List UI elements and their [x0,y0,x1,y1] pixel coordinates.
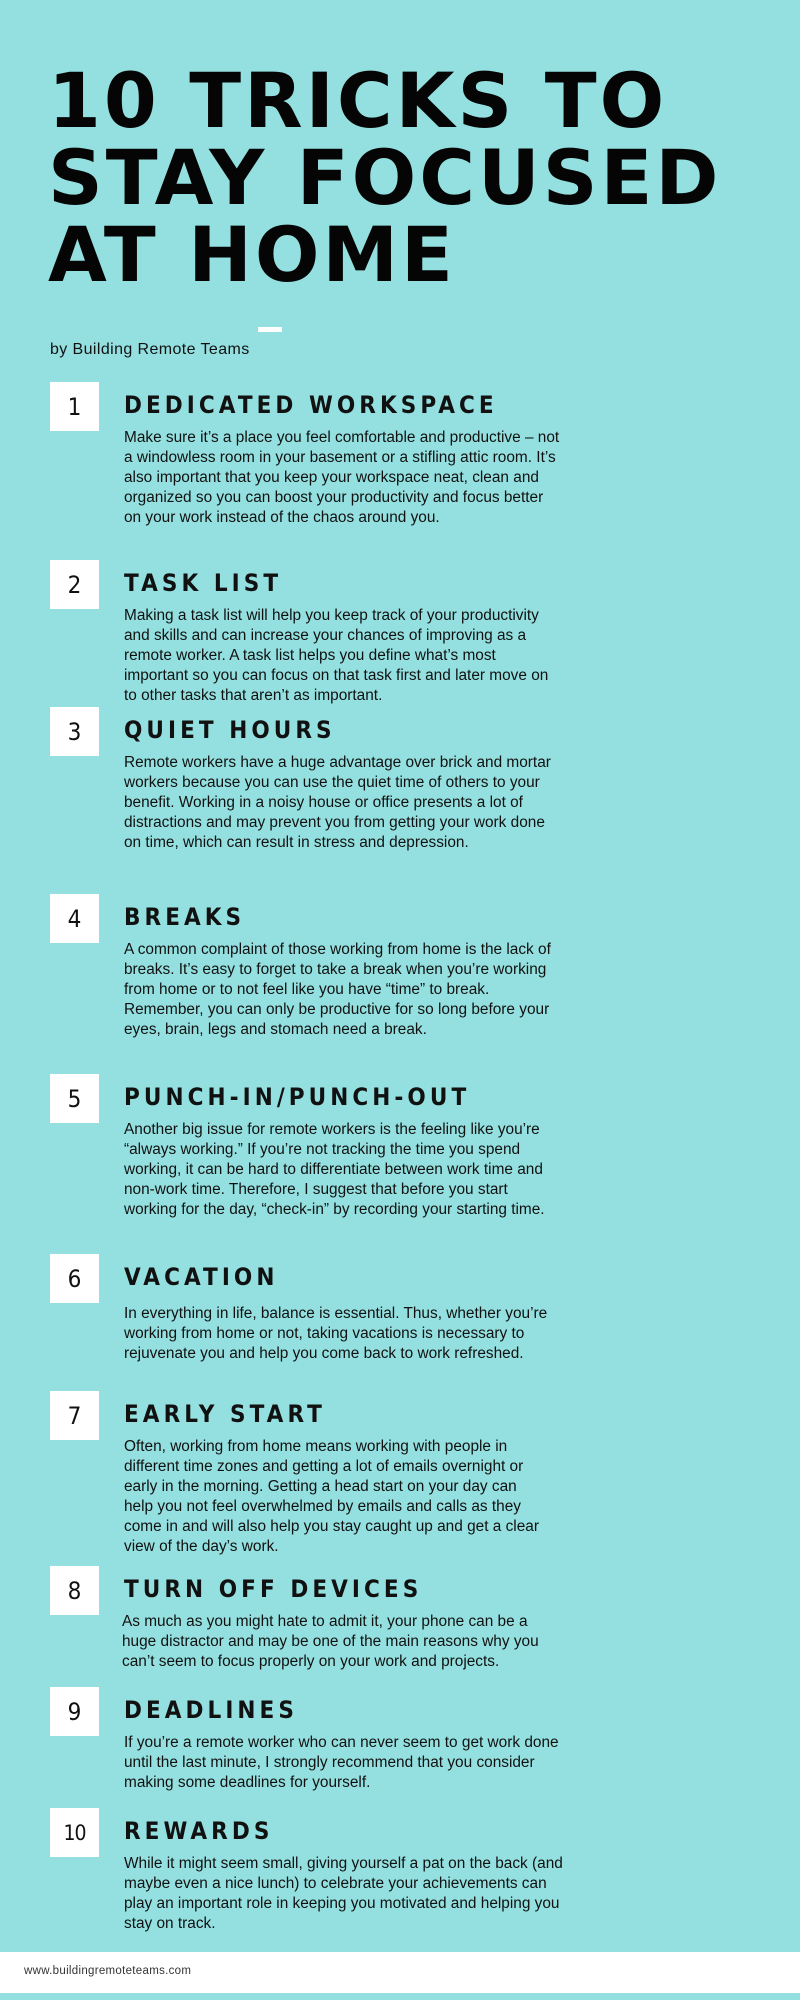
trick-description: Making a task list will help you keep track of your productivity and skills and can increase your chances of improving as a remote worker. A task list helps you define what’s most important so you can focus on that task first and later move on to other tasks that aren’t as important. [124,607,549,704]
trick-heading: DEDICATED WORKSPACE [124,391,498,419]
footer-bar [0,1952,800,1993]
trick-description: In everything in life, balance is essential. Thus, whether you’re working from home or not, taking vacations is necessary to rejuvenate you and help you come back to work refreshed. [124,1305,548,1362]
trick-number-badge: 8 [50,1566,99,1615]
trick-heading: BREAKS [124,903,246,931]
trick-heading: TURN OFF DEVICES [124,1575,423,1603]
trick-description: Remote workers have a huge advantage over brick and mortar workers because you can use the quiet time of others to your benefit. Working in a noisy house or office presents a lot of distractions and may prevent you from getting your work done on time, which can result in stress and depression. [124,754,551,851]
trick-heading: VACATION [124,1263,279,1291]
trick-number-badge: 3 [50,707,99,756]
trick-heading: DEADLINES [124,1696,298,1724]
footer-website: www.buildingremoteteams.com [24,1965,192,1977]
trick-description: Make sure it’s a place you feel comfortable and productive – not a windowless room in your basement or a stifling attic room. It’s also important that you keep your workspace neat, clean and organized so you can boost your productivity and focus better on your work instead of the chaos around you. [124,429,560,526]
trick-number-badge: 2 [50,560,99,609]
trick-heading: TASK LIST [124,569,283,597]
trick-number-badge: 10 [50,1808,99,1857]
trick-description: If you’re a remote worker who can never seem to get work done until the last minute, I strongly recommend that you consider making some deadlines for yourself. [124,1734,559,1791]
trick-heading: EARLY START [124,1400,326,1428]
trick-number-badge: 9 [50,1687,99,1736]
trick-number-badge: 1 [50,382,99,431]
trick-description: As much as you might hate to admit it, your phone can be a huge distractor and may be one of the main reasons why you can’t seem to focus properly on your work and projects. [122,1613,539,1670]
trick-number-badge: 7 [50,1391,99,1440]
trick-description: Often, working from home means working with people in different time zones and getting a lot of emails overnight or early in the morning. Getting a head start on your day can help you not feel overwhelmed by emails and calls as they come in and will also help you stay caught up and get a clear view of the day’s work. [124,1438,539,1555]
trick-heading: QUIET HOURS [124,716,336,744]
byline: by Building Remote Teams [50,341,250,358]
trick-description: Another big issue for remote workers is the feeling like you’re “always working.” If you’re not tracking the time you spend working, it can be hard to differentiate between work time and non-work time. Therefore, I suggest that before you start working for the day, “check-in” by recording your starting time. [124,1121,545,1218]
title-divider [258,327,282,332]
trick-number-badge: 6 [50,1254,99,1303]
trick-heading: REWARDS [124,1817,274,1845]
trick-description: While it might seem small, giving yourself a pat on the back (and maybe even a nice lunch) to celebrate your achievements can play an important role in keeping you motivated and helping you stay on track. [124,1855,563,1932]
trick-number-badge: 5 [50,1074,99,1123]
trick-number-badge: 4 [50,894,99,943]
page-title: 10 TRICKS TO STAY FOCUSED AT HOME [48,56,722,299]
trick-heading: PUNCH-IN/PUNCH-OUT [124,1083,471,1111]
trick-description: A common complaint of those working from home is the lack of breaks. It’s easy to forget to take a break when you’re working from home or to not feel like you have “time” to break. Remember, you can only be productive for so long before your eyes, brain, legs and stomach need a break. [124,941,551,1038]
